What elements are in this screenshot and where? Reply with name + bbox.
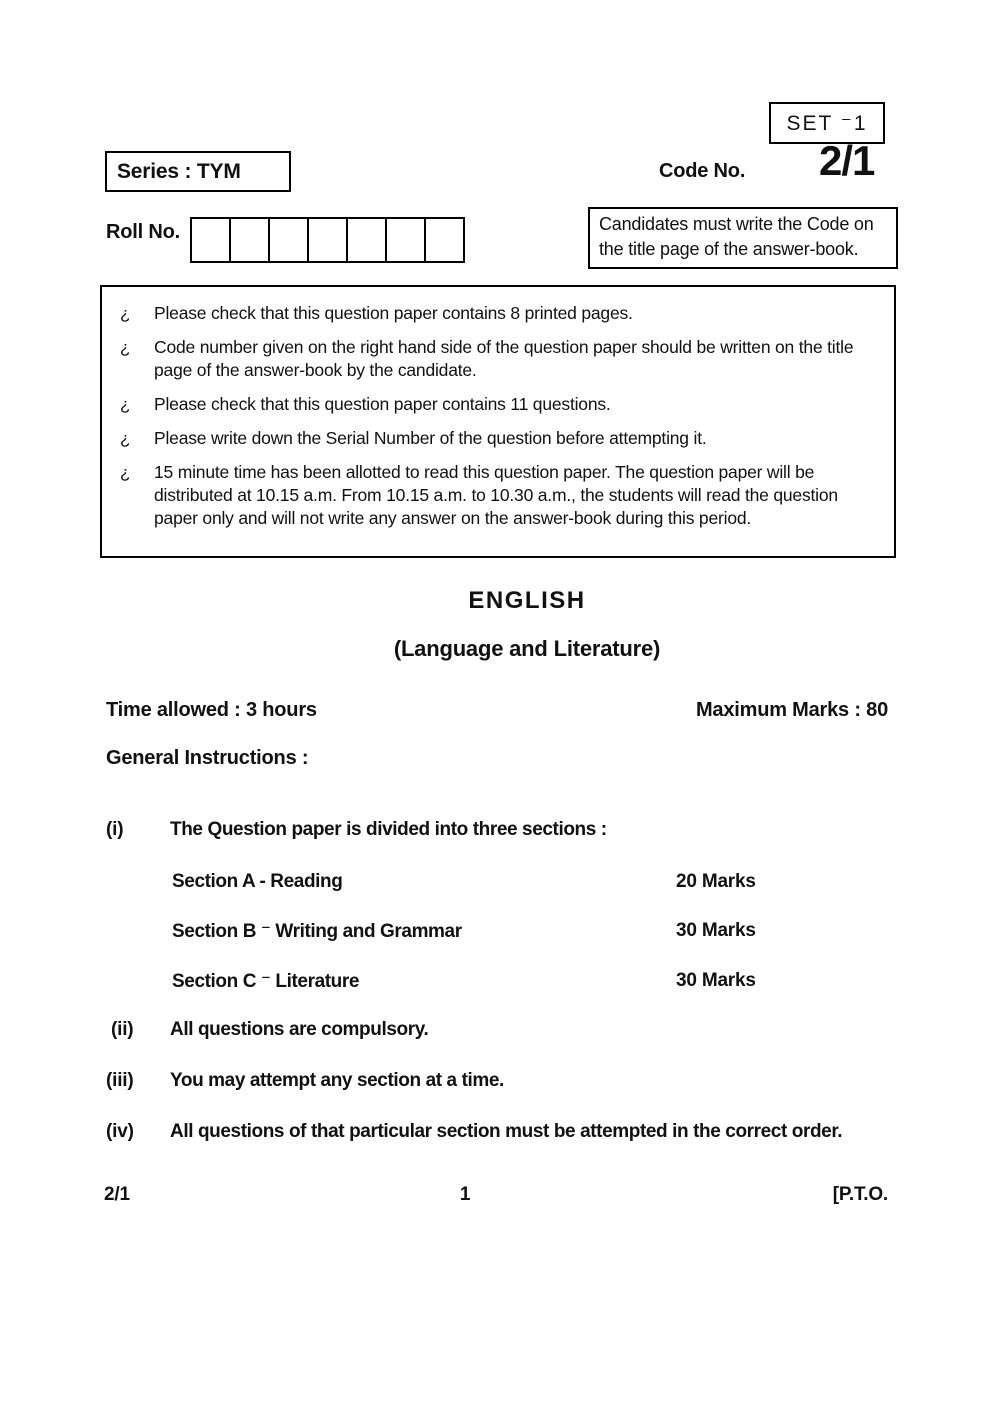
time-allowed: Time allowed : 3 hours [106, 699, 317, 721]
roll-no-label: Roll No. [106, 221, 180, 243]
series-label: Series : TYM [117, 159, 241, 183]
footer-code: 2/1 [104, 1184, 130, 1205]
notice-item [120, 336, 878, 382]
instruction-item [0, 1019, 992, 1045]
notice-text: Please write down the Serial Number of the question before attempting it. [154, 428, 707, 448]
series-box [105, 151, 291, 192]
set-number-label: SET ⁻1 [786, 111, 868, 135]
instruction-number: (i) [106, 819, 124, 840]
instruction-number: (ii) [111, 1019, 134, 1040]
bullet-glyph: ¿ [120, 463, 131, 482]
roll-cell[interactable] [307, 217, 348, 263]
section-marks: 30 Marks [676, 920, 756, 941]
code-notice-box: Candidates must write the Code on the title page of the answer-book. [588, 207, 898, 269]
notice-item [120, 393, 878, 416]
exam-subtitle: (Language and Literature) [393, 636, 661, 661]
section-name: Section A - Reading [172, 871, 343, 892]
instruction-text: You may attempt any section at a time. [170, 1070, 504, 1091]
footer-pto: [P.T.O. [832, 1184, 888, 1205]
notice-box [100, 285, 896, 558]
maximum-marks: Maximum Marks : 80 [695, 699, 888, 721]
notice-item [120, 302, 878, 325]
section-row [0, 920, 992, 946]
notice-item [120, 461, 878, 530]
instruction-text: All questions of that particular section must be attempted in the correct order. [170, 1121, 843, 1142]
exam-title: ENGLISH [468, 587, 586, 614]
bullet-glyph: ¿ [120, 338, 131, 357]
instruction-item [0, 1070, 992, 1096]
code-no-label: Code No. [659, 160, 746, 182]
section-marks: 20 Marks [676, 871, 756, 892]
section-row [0, 871, 992, 897]
roll-cell[interactable] [424, 217, 465, 263]
section-row [0, 970, 992, 996]
roll-cell[interactable] [385, 217, 426, 263]
exam-meta-row [106, 699, 888, 722]
notice-text: 15 minute time has been allotted to read this question paper. The question paper will be distributed at 10.15 a.m. From 10.15 a.m. to 10.30 a.m., the students will read the question paper only and will not write any answer on the answer-book during this period. [154, 462, 838, 528]
instruction-number: (iii) [106, 1070, 134, 1091]
footer-page-number: 1 [459, 1184, 471, 1205]
instruction-item [0, 1121, 992, 1147]
roll-cell[interactable] [229, 217, 270, 263]
notice-text: Please check that this question paper contains 8 printed pages. [154, 303, 633, 323]
instruction-text: The Question paper is divided into three sections : [170, 819, 607, 840]
instruction-number: (iv) [106, 1121, 134, 1142]
code-no-value: 2/1 [819, 137, 875, 184]
bullet-glyph: ¿ [120, 395, 131, 414]
section-marks: 30 Marks [676, 970, 756, 991]
roll-cell[interactable] [190, 217, 231, 263]
roll-cell[interactable] [268, 217, 309, 263]
notice-item [120, 427, 878, 450]
general-instructions-heading: General Instructions : [106, 747, 309, 769]
notice-text: Code number given on the right hand side of the question paper should be written on the title page of the answer-book by the candidate. [154, 337, 854, 380]
section-name: Section C ⁻ Literature [172, 971, 360, 992]
section-name: Section B ⁻ Writing and Grammar [172, 921, 462, 942]
notice-text: Please check that this question paper contains 11 questions. [154, 394, 611, 414]
roll-number-boxes [190, 217, 465, 263]
instruction-text: All questions are compulsory. [170, 1019, 429, 1040]
bullet-glyph: ¿ [120, 429, 131, 448]
instruction-item [0, 819, 992, 845]
roll-cell[interactable] [346, 217, 387, 263]
bullet-glyph: ¿ [120, 304, 131, 323]
